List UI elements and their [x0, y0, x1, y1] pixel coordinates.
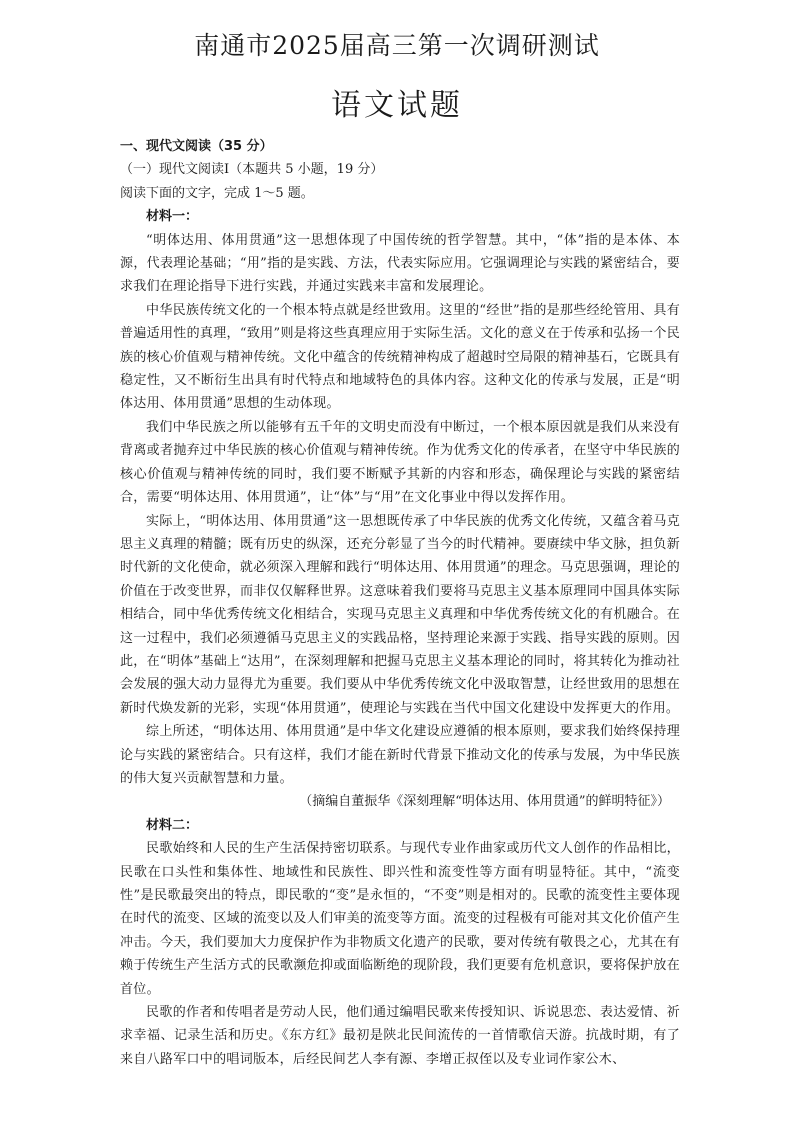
paragraph: “明体达用、体用贯通”这一思想体现了中国传统的哲学智慧。其中，“体”指的是本体、本源，代表理论基础；“用”指的是实践、方法，代表实际应用。它强调理论与实践的紧密结合，要求我们在理论指导下进行实践，并通过实践来丰富和发展理论。 — [120, 232, 680, 295]
section-heading: 一、现代文阅读（35 分） — [120, 139, 273, 154]
citation: （摘编自董振华《深刻理解“明体达用、体用贯通”的鲜明特征》） — [299, 794, 670, 810]
paragraph: 我们中华民族之所以能够有五千年的文明史而没有中断过，一个根本原因就是我们从来没有背离或者抛弃过中华民族的核心价值观与精神传统。作为优秀文化的传承者，在坚守中华民族的核心价值观与精神传统的同时，我们要不断赋予其新的内容和形态，确保理论与实践的紧密结合，需要“明体达用、体用贯通”，让“体”与“用”在文化事业中得以发挥作用。 — [120, 419, 680, 506]
document-body — [120, 135, 680, 1071]
paragraph: 民歌始终和人民的生产生活保持密切联系。与现代专业作曲家或历代文人创作的作品相比，民歌在口头性和集体性、地域性和民族性、即兴性和流变性等方面有明显特征。其中，“流变性”是民歌最突出的特点，即民歌的“变”是永恒的，“不变”则是相对的。民歌的流变性主要体现在时代的流变、区域的流变以及人们审美的流变等方面。流变的过程极有可能对其文化价值产生冲击。今天，我们要加大力度保护作为非物质文化遗产的民歌，要对传统有敬畏之心，尤其在有赖于传统生产生活方式的民歌濒危抑或面临断绝的现阶段，我们更要有危机意识，要将保护放在首位。 — [120, 841, 680, 997]
paragraph: 民歌的作者和传唱者是劳动人民，他们通过编唱民歌来传授知识、诉说思恋、表达爱情、祈求幸福、记录生活和历史。《东方红》最初是陕北民间流传的一首情歌信天游。抗战时期，有了来自八路军口中的唱词版本，后经民间艺人李有源、李增正叔侄以及专业词作家公木、 — [120, 1005, 680, 1067]
document-title: 南通市2025届高三第一次调研测试 — [194, 31, 600, 60]
paragraph: 中华民族传统文化的一个根本特点就是经世致用。这里的“经世”指的是那些经纶管用、具有普遍适用性的真理，“致用”则是将这些真理应用于实际生活。文化的意义在于传承和弘扬一个民族的核心价值观与精神传统。文化中蕴含的传统精神构成了超越时空局限的精神基石，它既具有稳定性，又不断衍生出具有时代特点和地域特色的具体内容。这种文化的传承与发展，正是“明体达用、体用贯通”思想的生动体现。 — [120, 302, 680, 412]
material-2-label: 材料二： — [146, 817, 199, 833]
reading-instruction: 阅读下面的文字，完成 1～5 题。 — [120, 185, 314, 201]
subsection-heading: （一）现代文阅读Ⅰ（本题共 5 小题，19 分） — [120, 162, 384, 178]
paragraph: 综上所述，“明体达用、体用贯通”是中华文化建设应遵循的根本原则，要求我们始终保持理论与实践的紧密结合。只有这样，我们才能在新时代背景下推动文化的传承与发展，为中华民族的伟大复兴贡献智慧和力量。 — [120, 724, 680, 786]
material-1-label: 材料一： — [146, 209, 199, 225]
document-subtitle: 语文试题 — [331, 88, 463, 123]
paragraph: 实际上，“明体达用、体用贯通”这一思想既传承了中华民族的优秀文化传统，又蕴含着马克思主义真理的精髓；既有历史的纵深，还充分彰显了当今的时代精神。要赓续中华文脉，担负新时代新的文化使命，就必须深入理解和践行“明体达用、体用贯通”的理念。马克思强调，理论的价值在于改变世界，而非仅仅解释世界。这意味着我们要将马克思主义基本原理同中国具体实际相结合，同中华优秀传统文化相结合，实现马克思主义真理和中华优秀传统文化的有机融合。在这一过程中，我们必须遵循马克思主义的实践品格，坚持理论来源于实践、指导实践的原则。因此，在“明体”基础上“达用”，在深刻理解和把握马克思主义基本理论的同时，将其转化为推动社会发展的强大动力显得尤为重要。我们要从中华优秀传统文化中汲取智慧，让经世致用的思想在新时代焕发新的光彩，实现“体用贯通”，使理论与实践在当代中国文化建设中发挥更大的作用。 — [120, 513, 680, 716]
